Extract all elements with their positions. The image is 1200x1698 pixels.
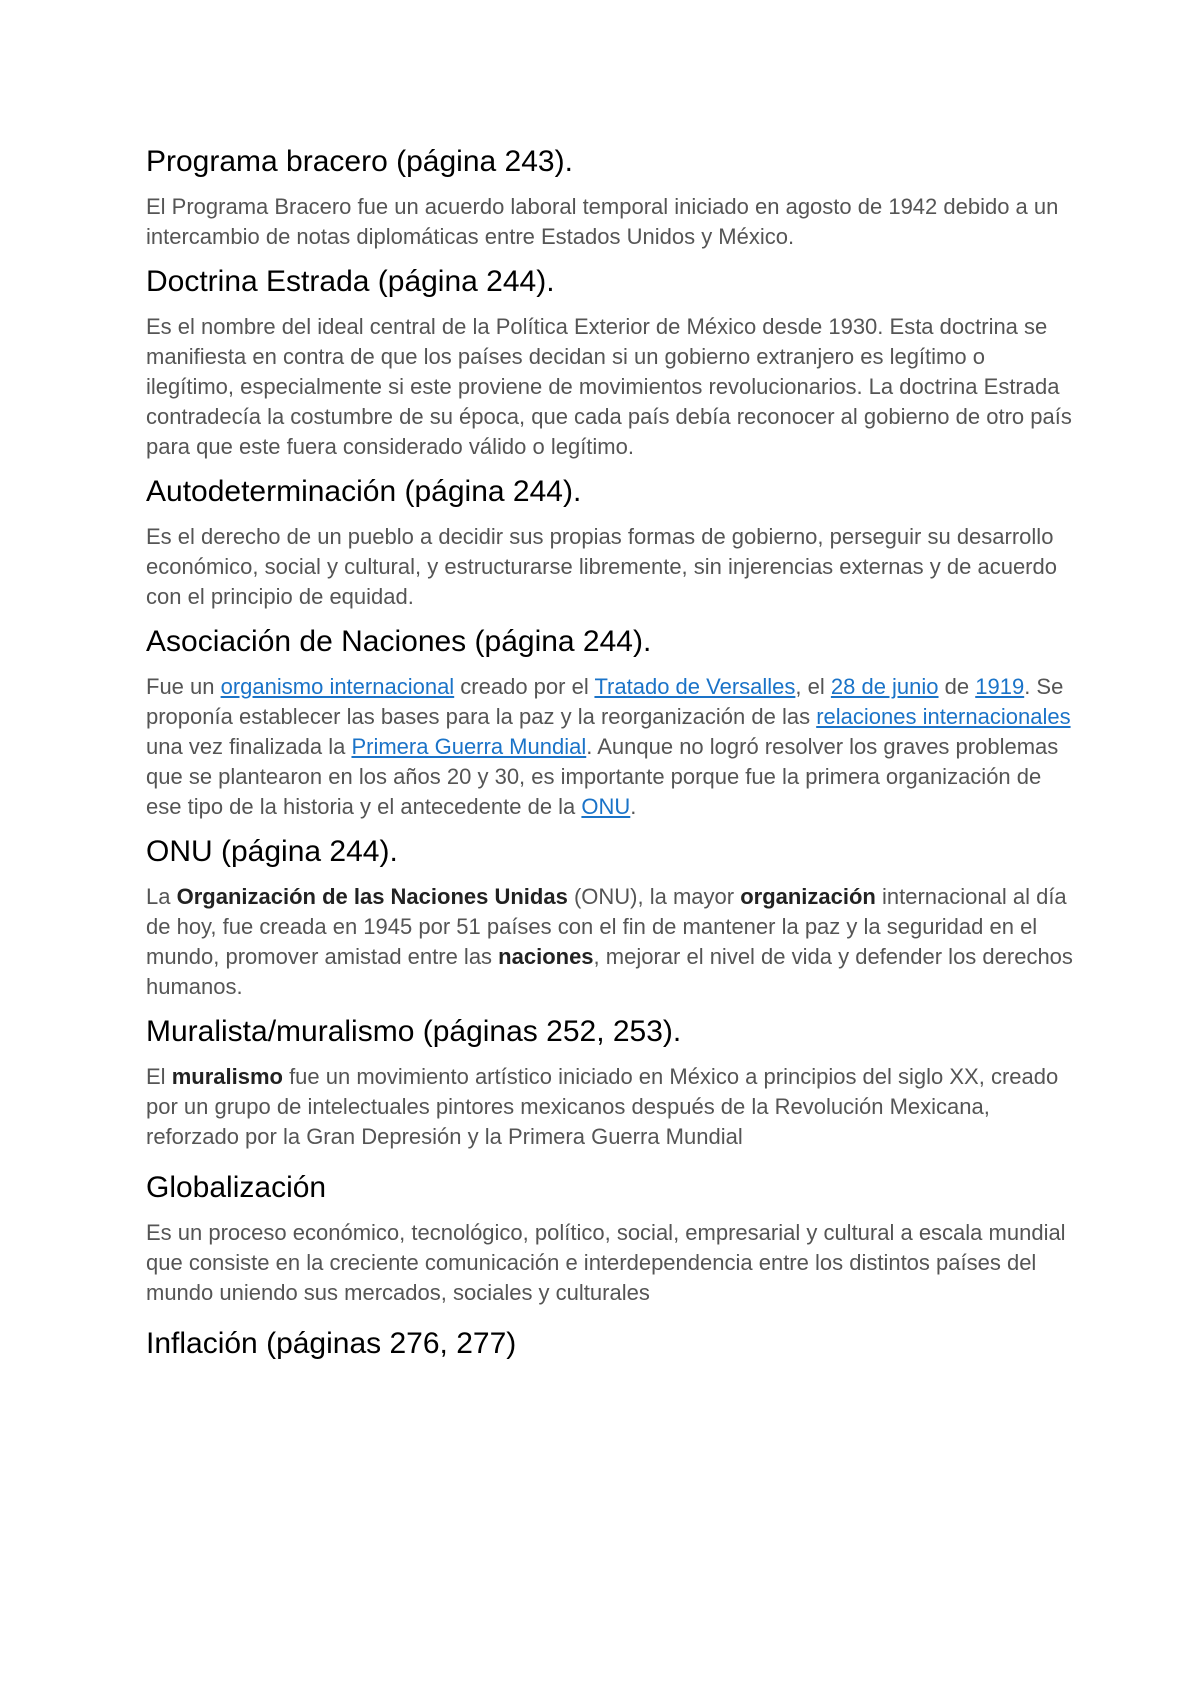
heading-muralismo: Muralista/muralismo (páginas 252, 253). <box>146 1015 682 1048</box>
bold-naciones: naciones <box>498 944 594 969</box>
text-run: , mejorar el nivel de vida y defender los derechos humanos. <box>146 944 1073 999</box>
paragraph-globalizacion: Es un proceso económico, tecnológico, político, social, empresarial y cultural a escala mundial que consiste en la creciente comunicación e interdependencia entre los distintos países del mundo uniendo sus mercados, sociales y culturales <box>146 1220 1066 1305</box>
bold-muralismo: muralismo <box>171 1064 283 1089</box>
heading-globalizacion: Globalización <box>146 1171 327 1204</box>
heading-doctrina-estrada: Doctrina Estrada (página 244). <box>146 265 555 298</box>
heading-autodeterminacion: Autodeterminación (página 244). <box>146 475 582 508</box>
text-run: de <box>938 674 976 699</box>
text-run: El <box>146 1064 172 1089</box>
link-onu[interactable]: ONU <box>581 794 631 819</box>
paragraph-onu <box>146 882 1076 1002</box>
text-run: Fue un <box>146 674 221 699</box>
link-1919[interactable]: 1919 <box>975 674 1025 699</box>
bold-organizacion: organización <box>740 884 876 909</box>
text-run: creado por el <box>454 674 595 699</box>
heading-onu: ONU (página 244). <box>146 835 398 868</box>
link-28-de-junio[interactable]: 28 de junio <box>830 674 939 699</box>
heading-programa-bracero: Programa bracero (página 243). <box>146 145 573 178</box>
paragraph-asociacion-de-naciones <box>146 672 1076 822</box>
document-page <box>146 144 1076 1374</box>
heading-inflacion: Inflación (páginas 276, 277) <box>146 1327 517 1360</box>
text-run: , el <box>795 674 831 699</box>
bold-organizacion-naciones-unidas: Organización de las Naciones Unidas <box>176 884 568 909</box>
text-run: fue un movimiento artístico iniciado en México a principios del siglo XX, creado por un grupo de intelectuales pintores mexicanos después de la Revolución Mexicana, reforzado por la Gran Depresión y la Primera Guerra Mundial <box>146 1064 1059 1149</box>
paragraph-autodeterminacion: Es el derecho de un pueblo a decidir sus propias formas de gobierno, perseguir su desarrollo económico, social y cultural, y estructurarse libremente, sin injerencias externas y de acuerdo con el principio de equidad. <box>146 524 1057 609</box>
paragraph-programa-bracero: El Programa Bracero fue un acuerdo laboral temporal iniciado en agosto de 1942 debido a un intercambio de notas diplomáticas entre Estados Unidos y México. <box>146 194 1059 249</box>
paragraph-muralismo <box>146 1062 1076 1152</box>
text-run: internacional al día de hoy, fue creada en 1945 por 51 países con el fin de mantener la paz y la seguridad en el mundo, promover amistad entre las <box>146 884 1067 969</box>
text-run: una vez finalizada la <box>146 734 352 759</box>
link-primera-guerra-mundial[interactable]: Primera Guerra Mundial <box>351 734 587 759</box>
paragraph-doctrina-estrada: Es el nombre del ideal central de la Política Exterior de México desde 1930. Esta doctrina se manifiesta en contra de que los países decidan si un gobierno extranjero es legítimo o ilegítimo, especialmente si este proviene de movimientos revolucionarios. La doctrina Estrada contradecía la costumbre de su época, que cada país debía reconocer al gobierno de otro país para que este fuera considerado válido o legítimo. <box>146 314 1072 459</box>
heading-asociacion-de-naciones: Asociación de Naciones (página 244). <box>146 625 652 658</box>
text-run: . Se proponía establecer las bases para la paz y la reorganización de las <box>146 674 1064 729</box>
text-run: (ONU), la mayor <box>567 884 741 909</box>
link-relaciones-internacionales[interactable]: relaciones internacionales <box>816 704 1071 729</box>
link-organismo-internacional[interactable]: organismo internacional <box>220 674 455 699</box>
text-run: . Aunque no logró resolver los graves problemas que se plantearon en los años 20 y 30, es importante porque fue la primera organización de ese tipo de la historia y el antecedente de la <box>146 734 1059 819</box>
text-run: La <box>146 884 177 909</box>
link-tratado-de-versalles[interactable]: Tratado de Versalles <box>594 674 796 699</box>
text-run: . <box>630 794 637 819</box>
